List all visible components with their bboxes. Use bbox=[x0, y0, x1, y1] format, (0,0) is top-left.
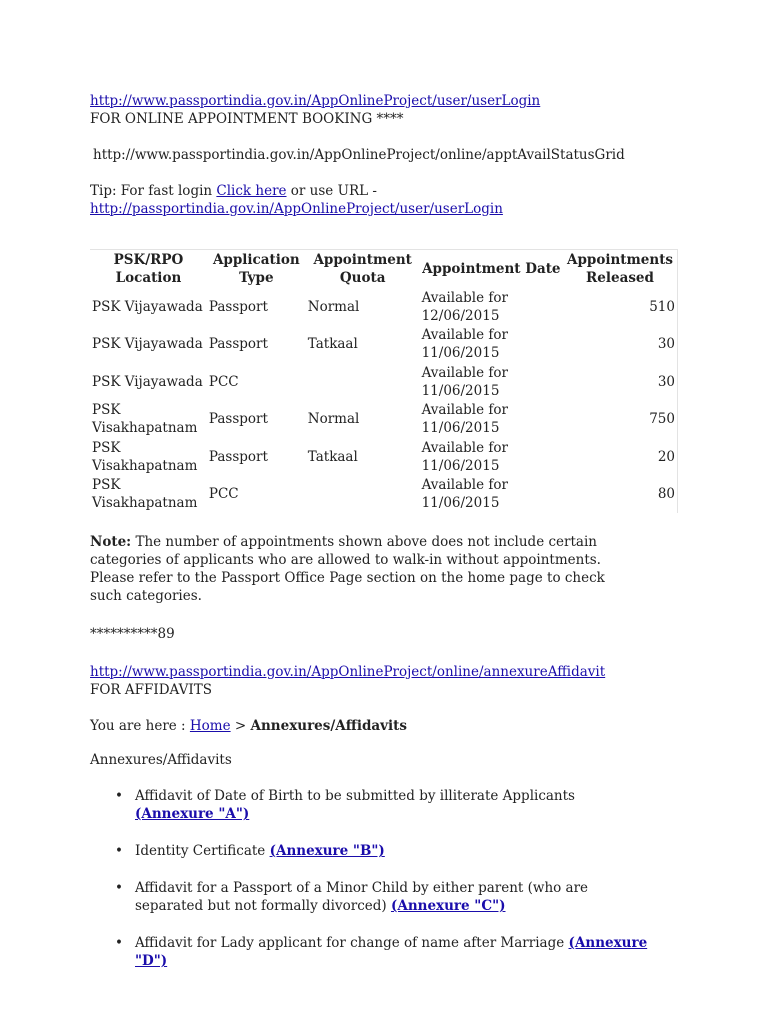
annexure-text: Affidavit for a Passport of a Minor Child by either parent (who are separated but not formally divorced) bbox=[135, 880, 589, 914]
table-header-row bbox=[90, 250, 678, 289]
annexure-list bbox=[90, 787, 690, 970]
cell-quota: Normal bbox=[307, 411, 360, 428]
table-row bbox=[90, 326, 678, 364]
cell-location: PSK Visakhapatnam bbox=[92, 402, 198, 437]
affidavit-url-link[interactable]: http://www.passportindia.gov.in/AppOnlineProject/online/annexureAffidavit bbox=[90, 664, 606, 680]
cell-date: Available for 12/06/2015 bbox=[421, 289, 508, 324]
breadcrumb-separator: > bbox=[230, 718, 251, 734]
cell-type: PCC bbox=[208, 373, 239, 390]
table-row bbox=[90, 401, 678, 439]
cell-released: 750 bbox=[563, 401, 677, 439]
stars-line: **********89 bbox=[90, 626, 175, 642]
table-row bbox=[90, 363, 678, 401]
cell-date: Available for 11/06/2015 bbox=[421, 439, 508, 474]
annexure-b-link[interactable]: (Annexure "B") bbox=[269, 843, 385, 859]
cell-date: Available for 11/06/2015 bbox=[421, 477, 508, 512]
header-appointment-quota: Appointment Quota bbox=[306, 250, 420, 289]
cell-date: Available for 11/06/2015 bbox=[421, 364, 508, 399]
table-row bbox=[90, 288, 678, 326]
cell-released: 80 bbox=[563, 476, 677, 514]
section-title: Annexures/Affidavits bbox=[90, 752, 232, 768]
click-here-link[interactable]: Click here bbox=[216, 183, 287, 199]
cell-date: Available for 11/06/2015 bbox=[421, 402, 508, 437]
cell-location: PSK Vijayawada bbox=[92, 298, 203, 315]
cell-type: PCC bbox=[208, 486, 239, 503]
booking-label: FOR ONLINE APPOINTMENT BOOKING **** bbox=[90, 111, 404, 127]
list-item bbox=[115, 879, 655, 915]
bullet-icon: • bbox=[115, 880, 123, 896]
note-label: Note: bbox=[90, 534, 132, 550]
cell-released: 20 bbox=[563, 438, 677, 476]
table-row bbox=[90, 476, 678, 514]
cell-released: 30 bbox=[563, 326, 677, 364]
note-paragraph bbox=[90, 533, 635, 605]
bullet-icon: • bbox=[115, 788, 123, 804]
cell-location: PSK Visakhapatnam bbox=[92, 477, 198, 512]
cell-quota bbox=[306, 363, 420, 401]
cell-type: Passport bbox=[208, 448, 268, 465]
cell-released: 30 bbox=[563, 363, 677, 401]
breadcrumb-prefix: You are here : bbox=[90, 718, 190, 734]
status-grid-url: http://www.passportindia.gov.in/AppOnlineProject/online/apptAvailStatusGrid bbox=[93, 147, 625, 163]
cell-location: PSK Vijayawada bbox=[92, 373, 203, 390]
annexure-d-link[interactable]: (Annexure "D") bbox=[135, 935, 648, 969]
affidavit-label: FOR AFFIDAVITS bbox=[90, 682, 212, 698]
breadcrumb-current: Annexures/Affidavits bbox=[250, 718, 407, 734]
appointment-table bbox=[90, 249, 678, 513]
cell-quota: Normal bbox=[307, 298, 360, 315]
note-text: The number of appointments shown above does not include certain categories of applicants who are allowed to walk-in without appointments. Please refer to the Passport Office Page section on the home page to check such categories. bbox=[90, 534, 605, 604]
cell-type: Passport bbox=[208, 411, 268, 428]
annexure-c-link[interactable]: (Annexure "C") bbox=[390, 898, 506, 914]
tip-line bbox=[90, 182, 690, 200]
annexure-text: Affidavit for Lady applicant for change of name after Marriage bbox=[135, 935, 569, 951]
tip-prefix: Tip: For fast login bbox=[90, 183, 217, 199]
tip-url-link[interactable]: http://passportindia.gov.in/AppOnlineProject/user/userLogin bbox=[90, 201, 503, 217]
list-item bbox=[115, 934, 655, 970]
breadcrumb-home-link[interactable]: Home bbox=[189, 718, 231, 734]
cell-type: Passport bbox=[208, 336, 268, 353]
cell-location: PSK Vijayawada bbox=[92, 336, 203, 353]
header-application-type: Application Type bbox=[207, 250, 306, 289]
annexure-text: Identity Certificate bbox=[135, 843, 270, 859]
bullet-icon: • bbox=[115, 843, 123, 859]
bullet-icon: • bbox=[115, 935, 123, 951]
header-appointment-date: Appointment Date bbox=[420, 250, 563, 289]
breadcrumb bbox=[90, 717, 690, 735]
cell-location: PSK Visakhapatnam bbox=[92, 439, 198, 474]
cell-quota bbox=[306, 476, 420, 514]
annexure-text: Affidavit of Date of Birth to be submitted by illiterate Applicants bbox=[135, 788, 575, 804]
login-url-link[interactable]: http://www.passportindia.gov.in/AppOnlineProject/user/userLogin bbox=[90, 93, 541, 109]
cell-type: Passport bbox=[208, 298, 268, 315]
document-page bbox=[90, 92, 690, 989]
cell-quota: Tatkaal bbox=[307, 448, 358, 465]
table-row bbox=[90, 438, 678, 476]
cell-released: 510 bbox=[563, 288, 677, 326]
tip-suffix: or use URL - bbox=[286, 183, 377, 199]
cell-quota: Tatkaal bbox=[307, 336, 358, 353]
annexure-a-link[interactable]: (Annexure "A") bbox=[135, 806, 250, 822]
list-item bbox=[115, 787, 655, 823]
header-appointments-released: Appointments Released bbox=[563, 250, 677, 289]
cell-date: Available for 11/06/2015 bbox=[421, 327, 508, 362]
list-item bbox=[115, 842, 655, 860]
header-location: PSK/RPO Location bbox=[90, 250, 207, 289]
